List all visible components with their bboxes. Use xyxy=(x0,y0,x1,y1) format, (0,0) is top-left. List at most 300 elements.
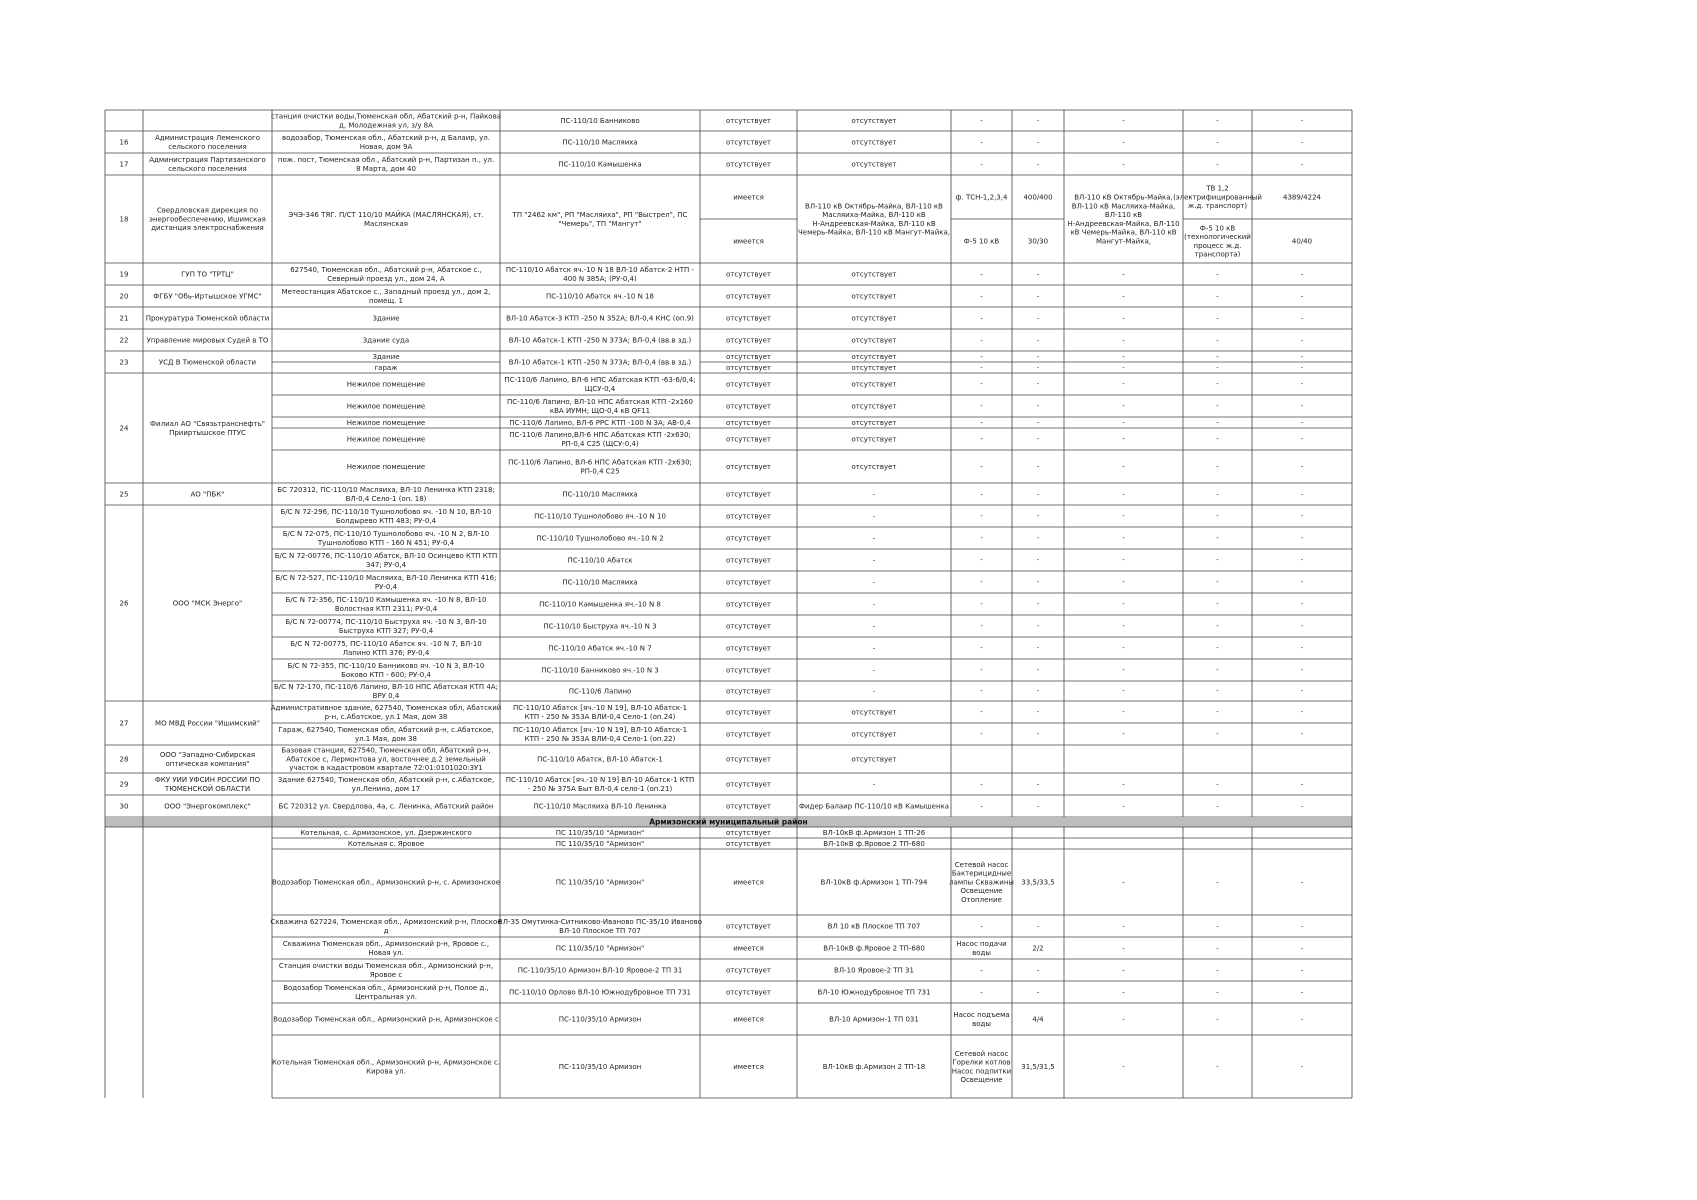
dash-cell: - xyxy=(980,462,983,471)
row-col9: - xyxy=(1216,336,1219,345)
dash-cell: - xyxy=(1036,666,1040,674)
object: ЭЧЭ-346 ТЯГ. П/СТ 110/10 МАЙКА (МАСЛЯНСКАЯ), ст. Маслянская xyxy=(288,211,484,228)
section-source: ПС 110/35/10 "Армизон" xyxy=(555,839,645,848)
sub-object: Административное здание, 627540, Тюменская обл, Абатский р-н, с.Абатское, ул.1 Мая, дом 38 xyxy=(270,704,502,721)
dash-cell: - xyxy=(1036,534,1040,542)
row-col6: - xyxy=(980,780,983,789)
dash-cell: - xyxy=(980,622,983,630)
sub-source: ПС-110/6 Лапино, ВЛ-6 НПС Абатская КТП -63-6/0,4; ЩСУ-0,4 xyxy=(504,376,696,393)
row-number: 28 xyxy=(119,755,129,764)
sub-indicator: отсутствует xyxy=(725,402,772,411)
section-col6: - xyxy=(980,988,983,997)
dash-cell: - xyxy=(1122,578,1125,586)
row-indicator: отсутствует xyxy=(725,755,772,764)
sub-object: Б/С N 72-296, ПС-110/10 Тушнолобово яч. -10 N 10, ВЛ-10 Болдырево КТП 483; РУ-0,4 xyxy=(280,508,492,525)
row-reserve: отсутствует xyxy=(851,755,897,764)
dash-cell: - xyxy=(980,600,983,608)
row-number: 16 xyxy=(119,138,129,147)
section-col9: - xyxy=(1216,988,1219,997)
col9-second: Ф-5 10 кВ (технологический процесс ж.д. транспорта) xyxy=(1184,224,1251,259)
dash-cell: - xyxy=(980,435,983,443)
section-col10: - xyxy=(1300,1015,1304,1024)
organization-name: Свердловская дирекция по энергообеспечению, Ишимская дистанция электроснабжения xyxy=(149,206,266,233)
cell-c9-second: - xyxy=(1216,363,1219,372)
row-indicator: отсутствует xyxy=(725,270,772,279)
row-col8: - xyxy=(1122,336,1125,345)
dash-cell: - xyxy=(1300,730,1304,738)
section-object: Водозабор Тюменская обл., Армизонский р-н, с. Армизонское xyxy=(271,878,501,887)
dash-cell: - xyxy=(1036,418,1040,427)
organization-name: ФКУ УИИ УФСИН РОССИИ ПО ТЮМЕНСКОЙ ОБЛАСТИ xyxy=(154,776,261,793)
sub-source: ПС-110/10 Абатск яч.-10 N 7 xyxy=(548,644,652,653)
section-col8: - xyxy=(1122,1062,1125,1071)
row-source: ПС-110/10 Масляиха xyxy=(562,490,638,499)
row-source: ПС-110/10 Абатск, ВЛ-10 Абатск-1 xyxy=(537,755,663,764)
section-reserve: ВЛ-10 Армизон-1 ТП 031 xyxy=(829,1015,919,1024)
section-source: ПС-110/35/10 Армизон xyxy=(558,1062,642,1071)
row-col10: - xyxy=(1300,336,1304,345)
dash-cell: - xyxy=(1122,644,1125,652)
row-number: 19 xyxy=(119,270,129,279)
dash-cell: - xyxy=(1036,730,1040,738)
dash-cell: - xyxy=(1216,600,1219,608)
sub-reserve: - xyxy=(872,534,876,543)
section-reserve: ВЛ-10кВ ф.Яровое 2 ТП-680 xyxy=(823,839,925,848)
sub-indicator: отсутствует xyxy=(725,578,772,587)
row-col10: - xyxy=(1300,138,1304,147)
row-number: 29 xyxy=(119,780,129,789)
sub-reserve: отсутствует xyxy=(851,462,897,471)
dash-cell: - xyxy=(980,730,983,738)
row-col6: - xyxy=(980,314,983,323)
section-reserve: ВЛ-10кВ ф.Армизон 1 ТП-794 xyxy=(820,878,928,887)
dash-cell: - xyxy=(1036,435,1040,443)
sub-object: Нежилое помещение xyxy=(346,402,426,411)
sub-object: Нежилое помещение xyxy=(346,435,426,444)
dash-cell: - xyxy=(1300,622,1304,630)
row-number: 30 xyxy=(119,802,129,811)
section-indicator: отсутствует xyxy=(725,988,772,997)
header-row-indicator: отсутствует xyxy=(725,116,772,125)
section-col7: 31,5/31,5 xyxy=(1021,1062,1055,1071)
section-col8: - xyxy=(1122,988,1125,997)
row-number: 23 xyxy=(119,358,129,367)
sub-reserve: - xyxy=(872,600,876,609)
section-indicator: имеется xyxy=(733,1015,764,1024)
dash-cell: - xyxy=(1122,418,1125,427)
row-col6: - xyxy=(980,490,983,499)
row-source: ВЛ-10 Абатск-3 КТП -250 N 352А; ВЛ-0,4 КНС (оп.9) xyxy=(506,314,694,323)
header-row-col10: - xyxy=(1300,116,1304,125)
sub-source: ПС-110/6 Лапино, ВЛ-6 РРС КТП -100 N 3А; АВ-0,4 xyxy=(509,418,691,427)
row-col9: - xyxy=(1216,490,1219,499)
dash-cell: - xyxy=(1300,512,1304,520)
row-reserve: отсутствует xyxy=(851,270,897,279)
sub-object: Гараж, 627540, Тюменская обл, Абатский р-н, с.Абатское, ул.1 Мая, дом 38 xyxy=(278,726,494,743)
row-source: ПС-110/10 Абатск [яч.-10 N 19] ВЛ-10 Абатск-1 КТП - 250 № 375А Быт ВЛ-0,4 село-1 (оп.21) xyxy=(505,776,695,793)
sub-indicator: отсутствует xyxy=(725,730,772,739)
section-reserve: ВЛ-10кВ ф.Армизон 2 ТП-18 xyxy=(822,1062,926,1071)
dash-cell: - xyxy=(1216,380,1219,388)
cell-c8: - xyxy=(1122,352,1125,361)
section-indicator: имеется xyxy=(733,878,764,887)
section-col9: - xyxy=(1216,1062,1219,1071)
sub-source: ПС-110/10 Быструха яч.-10 N 3 xyxy=(543,622,657,631)
row-col7: - xyxy=(1036,292,1040,301)
section-col9: - xyxy=(1216,966,1219,975)
col10: 4389/4224 xyxy=(1283,193,1321,202)
dash-cell: - xyxy=(1036,512,1040,520)
col6: ф. ТСН-1,2,3,4 xyxy=(955,193,1008,202)
row-reserve: отсутствует xyxy=(851,292,897,301)
section-object: Скважина Тюменская обл., Армизонский р-н, Яровое с., Новая ул. xyxy=(282,940,490,957)
section-col6: Насос подъема воды xyxy=(953,1011,1010,1028)
dash-cell: - xyxy=(1036,462,1040,471)
row-indicator: отсутствует xyxy=(725,780,772,789)
row-col10: - xyxy=(1300,490,1304,499)
dash-cell: - xyxy=(1216,622,1219,630)
section-col8: - xyxy=(1122,966,1125,975)
section-col10: - xyxy=(1300,944,1304,953)
sub-reserve: - xyxy=(872,622,876,631)
dash-cell: - xyxy=(1122,402,1125,410)
cell-c6-second: - xyxy=(980,363,983,372)
row-col8: - xyxy=(1122,802,1125,811)
col7-second: 30/30 xyxy=(1027,237,1049,246)
row-col8: - xyxy=(1122,270,1125,279)
sub-reserve: - xyxy=(872,556,876,565)
row-col8: - xyxy=(1122,780,1125,789)
header-row-source: ПС-110/10 Банниково xyxy=(560,116,640,125)
row-col8: - xyxy=(1122,138,1125,147)
row-number: 18 xyxy=(119,215,129,224)
row-col7: - xyxy=(1036,336,1040,345)
section-indicator: имеется xyxy=(733,1062,764,1071)
sub-object: Нежилое помещение xyxy=(346,418,426,427)
row-object: пож. пост, Тюменская обл., Абатский р-н, Партизан п., ул. 8 Марта, дом 40 xyxy=(277,156,495,173)
dash-cell: - xyxy=(1300,556,1304,564)
organization-name: ООО "Энергокомплекс" xyxy=(164,802,251,811)
cell-ind-second: отсутствует xyxy=(725,363,772,372)
row-col7: - xyxy=(1036,314,1040,323)
sub-reserve: отсутствует xyxy=(851,435,897,444)
dash-cell: - xyxy=(980,708,983,716)
object-second: гараж xyxy=(374,363,398,372)
row-object: БС 720312, ПС-110/10 Масляиха, ВЛ-10 Ленинка КТП 2318; ВЛ-0,4 Село-1 (оп. 18) xyxy=(277,486,495,503)
row-number: 17 xyxy=(119,160,129,169)
sub-indicator: отсутствует xyxy=(725,462,772,471)
row-object: Здание суда xyxy=(362,336,410,345)
header-row-object: станция очистки воды,Тюменская обл, Абатский р-н, Пайкова д, Молодежная ул, з/у 8А xyxy=(271,112,501,130)
section-col8: - xyxy=(1122,1015,1125,1024)
dash-cell: - xyxy=(1122,380,1125,388)
organization-name: Филиал АО "Связьтранснефть" Прииртышское ПТУС xyxy=(150,420,265,437)
row-object: Здание xyxy=(372,314,400,323)
organization-name: Администрация Партизанского сельского поселения xyxy=(149,156,266,173)
sub-source: ПС-110/6 Лапино xyxy=(568,687,632,696)
section-col6: - xyxy=(980,966,983,975)
dash-cell: - xyxy=(1122,556,1125,564)
row-col10: - xyxy=(1300,292,1304,301)
row-number: 27 xyxy=(119,719,129,728)
row-indicator: отсутствует xyxy=(725,802,772,811)
row-col10: - xyxy=(1300,160,1304,169)
dash-cell: - xyxy=(1122,435,1125,443)
sub-source: ПС-110/6 Лапино, ВЛ-6 НПС Абатская КТП -2х630; РП-0,4 С25 xyxy=(508,458,692,476)
sub-indicator: отсутствует xyxy=(725,600,772,609)
header-row-col6: - xyxy=(980,116,983,125)
row-col6: - xyxy=(980,160,983,169)
section-indicator: отсутствует xyxy=(725,966,772,975)
row-col10: - xyxy=(1300,270,1304,279)
row-col9: - xyxy=(1216,270,1219,279)
row-reserve: отсутствует xyxy=(851,138,897,147)
row-reserve: Фидер Балаир ПС-110/10 кВ Камышенка xyxy=(798,802,950,811)
section-object: Станция очистки воды Тюменская обл., Армизонский р-н, Яровое с xyxy=(278,962,494,979)
object: Здание xyxy=(372,352,400,361)
row-col6: - xyxy=(980,270,983,279)
row-number: 25 xyxy=(119,490,129,499)
section-col10: - xyxy=(1300,966,1304,975)
dash-cell: - xyxy=(1216,435,1219,443)
row-col6: - xyxy=(980,336,983,345)
dash-cell: - xyxy=(1122,462,1125,471)
section-reserve: ВЛ-10кВ ф.Яровое 2 ТП-680 xyxy=(823,944,925,953)
dash-cell: - xyxy=(1216,666,1219,674)
sub-object: Б/С N 72-527, ПС-110/10 Масляиха, ВЛ-10 Ленинка КТП 416; РУ-0,4 xyxy=(275,574,497,591)
sub-reserve: - xyxy=(872,666,876,675)
dash-cell: - xyxy=(1216,512,1219,520)
row-col9: - xyxy=(1216,314,1219,323)
source: ТП "2462 км", РП "Масляиха", РП "Выстрел", ПС "Чемерь", ТП "Мангут" xyxy=(512,211,688,228)
section-source: ПС 110/35/10 "Армизон" xyxy=(555,944,645,953)
dash-cell: - xyxy=(1300,708,1304,716)
row-indicator: отсутствует xyxy=(725,314,772,323)
sub-reserve: отсутствует xyxy=(851,708,897,717)
organization-name: ФГБУ "Обь-Иртышское УГМС" xyxy=(153,292,262,301)
section-col9: - xyxy=(1216,944,1219,953)
sub-reserve: - xyxy=(872,512,876,521)
dash-cell: - xyxy=(1300,402,1304,410)
dash-cell: - xyxy=(1216,644,1219,652)
dash-cell: - xyxy=(1300,462,1304,471)
sub-source: ПС-110/10 Камышенка яч.-10 N 8 xyxy=(539,600,661,609)
dash-cell: - xyxy=(1216,578,1219,586)
row-indicator: отсутствует xyxy=(725,490,772,499)
section-title: Армизонский муниципальный район xyxy=(649,817,808,827)
sub-indicator: отсутствует xyxy=(725,512,772,521)
section-source: ПС 110/35/10 "Армизон" xyxy=(555,828,645,837)
row-col9: - xyxy=(1216,138,1219,147)
row-indicator: отсутствует xyxy=(725,160,772,169)
dash-cell: - xyxy=(1122,687,1125,695)
sub-indicator: отсутствует xyxy=(725,666,772,675)
section-col7: - xyxy=(1036,922,1040,931)
dash-cell: - xyxy=(1122,622,1125,630)
row-col10: - xyxy=(1300,314,1304,323)
row-col8: - xyxy=(1122,292,1125,301)
sub-object: Б/С N 72-356, ПС-110/10 Камышенка яч. -10 N 8, ВЛ-10 Волостная КТП 2311; РУ-0,4 xyxy=(285,596,487,613)
row-reserve: отсутствует xyxy=(851,160,897,169)
row-col10: - xyxy=(1300,780,1304,789)
organization-name: Управление мировых Судей в ТО xyxy=(146,336,269,345)
section-col10: - xyxy=(1300,922,1304,931)
dash-cell: - xyxy=(1300,435,1304,443)
dash-cell: - xyxy=(980,512,983,520)
header-row-col8: - xyxy=(1122,116,1125,125)
row-object: водозабор, Тюменская обл., Абатский р-н, д Балаир, ул. Новая, дом 9А xyxy=(282,134,490,151)
sub-source: ПС-110/6 Лапино, ВЛ-10 НПС Абатская КТП -2х160 кВА ИУМН; ЩО-0,4 кВ QF11 xyxy=(507,398,693,415)
dash-cell: - xyxy=(1216,462,1219,471)
section-col7: 4/4 xyxy=(1032,1015,1044,1024)
dash-cell: - xyxy=(1216,402,1219,410)
sub-source: ПС-110/10 Тушнолобово яч.-10 N 10 xyxy=(534,512,666,521)
section-reserve: ВЛ-10 Южнодубровное ТП 731 xyxy=(817,988,931,997)
section-col7: - xyxy=(1036,966,1040,975)
row-col6: - xyxy=(980,802,983,811)
section-object: Котельная, с. Армизонское, ул. Дзержинского xyxy=(300,828,472,837)
dash-cell: - xyxy=(1300,578,1304,586)
dash-cell: - xyxy=(1036,578,1040,586)
row-object: БС 720312 ул. Свердлова, 4а, с. Ленинка, Абатский район xyxy=(278,802,494,811)
dash-cell: - xyxy=(1300,534,1304,542)
dash-cell: - xyxy=(1216,708,1219,716)
dash-cell: - xyxy=(1300,666,1304,674)
sub-object: Б/С N 72-355, ПС-110/10 Банниково яч. -10 N 3, ВЛ-10 Боково КТП - 600; РУ-0,4 xyxy=(287,662,485,679)
row-col7: - xyxy=(1036,270,1040,279)
dash-cell: - xyxy=(1122,708,1125,716)
indicator: имеется xyxy=(733,193,764,202)
dash-cell: - xyxy=(1300,380,1304,388)
section-reserve: ВЛ-10 Яровое-2 ТП 31 xyxy=(834,966,914,975)
row-reserve: отсутствует xyxy=(851,314,897,323)
cell-c9: - xyxy=(1216,352,1219,361)
sub-object: Нежилое помещение xyxy=(346,380,426,389)
sub-reserve: - xyxy=(872,578,876,587)
cell-c7: - xyxy=(1036,352,1040,361)
dash-cell: - xyxy=(980,687,983,695)
dash-cell: - xyxy=(980,644,983,652)
dash-cell: - xyxy=(980,578,983,586)
dash-cell: - xyxy=(1036,622,1040,630)
cell-ind: отсутствует xyxy=(725,352,772,361)
organization-name: УСД В Тюменской области xyxy=(158,358,257,367)
sub-reserve: - xyxy=(872,644,876,653)
dash-cell: - xyxy=(1036,402,1040,410)
row-col7: - xyxy=(1036,802,1040,811)
dash-cell: - xyxy=(1036,380,1040,388)
sub-indicator: отсутствует xyxy=(725,687,772,696)
dash-cell: - xyxy=(980,402,983,410)
sub-reserve: отсутствует xyxy=(851,730,897,739)
row-col9: - xyxy=(1216,160,1219,169)
sub-indicator: отсутствует xyxy=(725,708,772,717)
row-reserve: отсутствует xyxy=(851,336,897,345)
sub-object: Б/С N 72-00776, ПС-110/10 Абатск, ВЛ-10 Осинцево КТП КТП 347; РУ-0,4 xyxy=(274,552,498,569)
row-col7: - xyxy=(1036,490,1040,499)
section-object: Котельная Тюменская обл., Армизонский р-н, Армизонское с. Кирова ул. xyxy=(271,1058,501,1076)
section-indicator: отсутствует xyxy=(725,839,772,848)
row-source: ПС-110/10 Абатск яч.-10 N 18 xyxy=(546,292,654,301)
dash-cell: - xyxy=(1300,687,1304,695)
sub-indicator: отсутствует xyxy=(725,556,772,565)
section-col7: 2/2 xyxy=(1032,944,1044,953)
dash-cell: - xyxy=(1122,512,1125,520)
section-indicator: отсутствует xyxy=(725,922,772,931)
section-object: Водозабор Тюменская обл., Армизонский р-н, Полое д., Центральная ул. xyxy=(283,984,489,1001)
section-col9: - xyxy=(1216,922,1219,931)
row-object: 627540, Тюменская обл., Абатский р-н, Абатское с., Северный проезд ул., дом 24, А xyxy=(290,266,482,283)
sub-object: Б/С N 72-00775, ПС-110/10 Абатск яч. -10 N 7, ВЛ-10 Лапино КТП 376; РУ-0,4 xyxy=(290,640,482,657)
row-object: Здание 627540, Тюменская обл, Абатский р-н, с.Абатское, ул.Ленина, дом 17 xyxy=(277,776,495,793)
organization-name: Прокуратура Тюменской области xyxy=(145,314,270,323)
section-source: ПС-110/35/10 Армизон ВЛ-10 Яровое-2 ТП 31 xyxy=(517,966,683,975)
row-col8: - xyxy=(1122,160,1125,169)
section-col6: - xyxy=(980,922,983,931)
section-col10: - xyxy=(1300,988,1304,997)
organization-name: АО "ПБК" xyxy=(190,490,225,499)
section-object: Скважина 627224, Тюменская обл., Армизонский р-н, Плоское д xyxy=(270,918,502,935)
dash-cell: - xyxy=(1122,600,1125,608)
organization-name: ООО "Западно-Сибирская оптическая компания" xyxy=(159,751,256,768)
row-col7: - xyxy=(1036,160,1040,169)
section-source: ПС 110/35/10 "Армизон" xyxy=(555,878,645,887)
section-source: ВЛ-35 Омутинка-Ситниково-Иваново ПС-35/10 Иваново ВЛ-10 Плоское ТП 707 xyxy=(497,918,703,935)
col10-second: 40/40 xyxy=(1291,237,1313,246)
sub-source: ПС-110/10 Абатск [яч.-10 N 19], ВЛ-10 Абатск-1 КТП - 250 № 353А ВЛИ-0,4 Село-1 (оп.22) xyxy=(512,726,688,743)
dash-cell: - xyxy=(1122,666,1125,674)
sub-source: ПС-110/10 Банниково яч.-10 N 3 xyxy=(541,666,659,675)
row-reserve: - xyxy=(872,490,876,499)
section-col6: Насос подачи воды xyxy=(956,940,1007,957)
cell-c8-second: - xyxy=(1122,363,1125,372)
dash-cell: - xyxy=(1216,730,1219,738)
sub-reserve: - xyxy=(872,687,876,696)
section-indicator: имеется xyxy=(733,944,764,953)
row-number: 20 xyxy=(119,292,129,301)
section-reserve: ВЛ-10кВ ф.Армизон 1 ТП-26 xyxy=(822,828,926,837)
dash-cell: - xyxy=(1036,556,1040,564)
row-col10: - xyxy=(1300,802,1304,811)
header-row-col7: - xyxy=(1036,116,1040,125)
section-reserve: ВЛ 10 кВ Плоское ТП 707 xyxy=(827,922,921,931)
section-object: Водозабор Тюменская обл., Армизонский р-н, Армизонское с xyxy=(273,1015,499,1024)
sub-indicator: отсутствует xyxy=(725,622,772,631)
sub-source: ПС-110/6 Лапино,ВЛ-6 НПС Абатская КТП -2х630; РП-0,4 С25 (ЩСУ-0,4) xyxy=(509,431,691,448)
row-number: 24 xyxy=(119,424,129,433)
sub-reserve: отсутствует xyxy=(851,402,897,411)
dash-cell: - xyxy=(980,418,983,427)
section-col9: - xyxy=(1216,878,1219,887)
row-source: ПС-110/10 Абатск яч.-10 N 18 ВЛ-10 Абатск-2 НТП -400 N 385А; (РУ-0,4) xyxy=(505,266,695,283)
sub-indicator: отсутствует xyxy=(725,534,772,543)
header-row-reserve: отсутствует xyxy=(851,116,897,125)
row-source: ПС-110/10 Камышенка xyxy=(558,160,642,169)
row-reserve: - xyxy=(872,780,876,789)
row-object: Базовая станция, 627540, Тюменская обл, Абатский р-н, Абатское с, Лермонтова ул, восточнее д.2 земельный участок в кадастровом квартале 72:01:0101020:3У1 xyxy=(281,746,491,773)
sub-reserve: отсутствует xyxy=(851,380,897,389)
dash-cell: - xyxy=(1300,418,1304,427)
dash-cell: - xyxy=(980,666,983,674)
source: ВЛ-10 Абатск-1 КТП -250 N 373А; ВЛ-0,4 (вв.в зд.) xyxy=(508,358,692,367)
section-col8: - xyxy=(1122,944,1125,953)
section-col8: - xyxy=(1122,878,1125,887)
section-source: ПС-110/10 Орлово ВЛ-10 Южнодубровное ТП 731 xyxy=(509,988,691,997)
sub-reserve: отсутствует xyxy=(851,418,897,427)
row-col6: - xyxy=(980,138,983,147)
row-number: 26 xyxy=(119,599,129,608)
sub-indicator: отсутствует xyxy=(725,418,772,427)
